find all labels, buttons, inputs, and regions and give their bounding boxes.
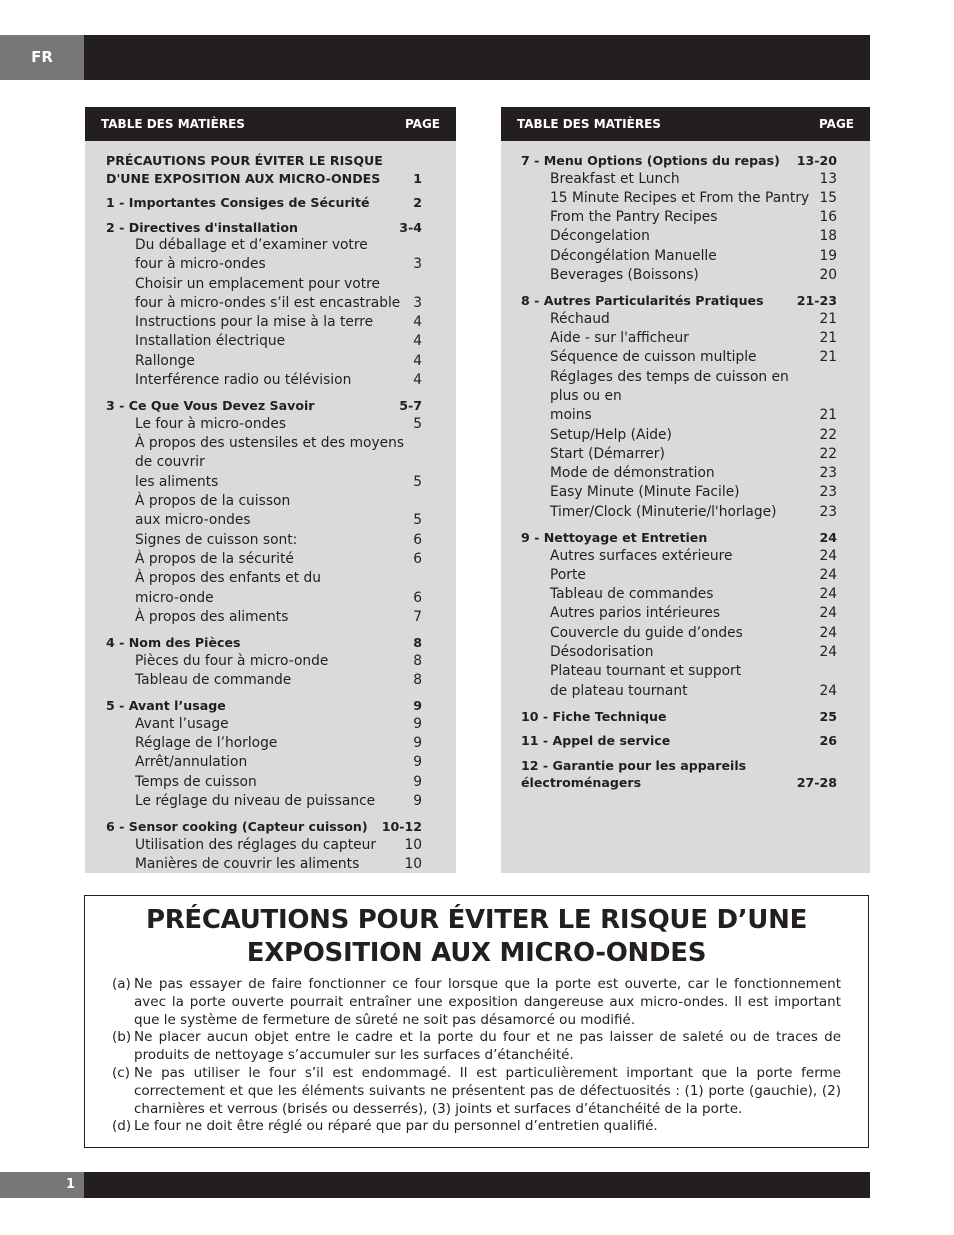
toc-entry <box>135 836 422 855</box>
warning-item-marker: (c) <box>112 1064 130 1081</box>
toc-entry <box>135 652 422 671</box>
toc-entry-title: Avant l’usage <box>135 715 229 732</box>
toc-entry <box>550 464 837 483</box>
toc-entry-title: Setup/Help (Aide) <box>550 426 672 443</box>
toc-entry <box>550 329 837 348</box>
toc-entry <box>550 348 837 367</box>
toc-entry <box>550 170 837 189</box>
toc-entry-page: 24 <box>819 586 837 603</box>
toc-entry <box>550 247 837 266</box>
toc-section <box>106 697 422 715</box>
toc-entry-page: 24 <box>819 644 837 661</box>
toc-panel-left <box>85 107 456 873</box>
toc-section <box>106 194 422 212</box>
toc-entry-page: 4 <box>413 333 422 350</box>
warning-item-text: Le four ne doit être réglé ou réparé que par du personnel d’entretien qualifié. <box>134 1118 658 1135</box>
toc-section-page: 21-23 <box>796 293 837 309</box>
toc-entry <box>550 483 837 502</box>
toc-entry-page: 19 <box>819 247 837 264</box>
toc-entry-page: 6 <box>413 550 422 567</box>
toc-entry <box>135 671 422 690</box>
toc-section-title: PRÉCAUTIONS POUR ÉVITER LE RISQUE D'UNE EXPOSITION AUX MICRO-ONDES <box>106 153 383 186</box>
toc-section-title: 1 - Importantes Consiges de Sécurité <box>106 195 370 210</box>
toc-section-title: 8 - Autres Particularités Pratiques <box>521 293 764 309</box>
toc-header-page: PAGE <box>818 117 854 131</box>
toc-entry-page: 9 <box>413 715 422 732</box>
toc-entry-title: Utilisation des réglages du capteur <box>135 836 377 853</box>
toc-entry <box>550 566 837 585</box>
toc-section <box>521 732 837 750</box>
toc-entry-title: Le four à micro-ondes <box>135 415 287 432</box>
toc-entry-title: À propos de la sécurité <box>135 550 294 567</box>
toc-entry <box>550 266 837 285</box>
toc-entry-page: 22 <box>819 445 837 462</box>
toc-entry-title: Réglage de l’horloge <box>135 735 278 752</box>
toc-entry <box>135 753 422 772</box>
toc-section-page: 26 <box>819 733 837 749</box>
warning-list <box>112 976 841 1136</box>
toc-entry-page: 5 <box>413 415 422 432</box>
toc-section-page: 10-12 <box>381 819 422 835</box>
toc-entry-title: Désodorisation <box>550 644 654 661</box>
toc-entry-title: Du déballage et d’examiner votre four à micro-ondes <box>135 237 368 273</box>
page-number: 1 <box>0 1172 84 1198</box>
toc-section <box>106 219 422 237</box>
toc-entry-title: 15 Minute Recipes et From the Pantry <box>550 189 810 206</box>
toc-section <box>106 634 422 652</box>
toc-entry-page: 7 <box>413 608 422 625</box>
toc-entry-title: Rallonge <box>135 352 195 369</box>
toc-entry-title: À propos des ustensiles et des moyens de couvrir les aliments <box>135 435 405 490</box>
toc-section-title: 5 - Avant l’usage <box>106 698 226 714</box>
toc-entry <box>550 547 837 566</box>
toc-entry-page: 9 <box>413 773 422 790</box>
toc-section-title: 2 - Directives d'installation <box>106 219 298 235</box>
toc-entry-page: 22 <box>819 426 837 443</box>
toc-entry-page: 18 <box>819 228 837 245</box>
warning-item-marker: (d) <box>112 1118 132 1135</box>
toc-entry-page: 23 <box>819 503 837 520</box>
toc-section-title: 3 - Ce Que Vous Devez Savoir <box>106 398 315 414</box>
toc-section-page: 2 <box>413 195 422 210</box>
warning-title: PRÉCAUTIONS POUR ÉVITER LE RISQUE D’UNE EXPOSITION AUX MICRO-ONDES <box>145 905 808 968</box>
toc-entry <box>135 855 422 874</box>
toc-entry-page: 24 <box>819 547 837 564</box>
toc-entry-page: 8 <box>413 671 422 688</box>
toc-entry-page: 5 <box>413 512 422 529</box>
toc-body <box>501 141 870 792</box>
toc-entry-title: Décongélation Manuelle <box>550 247 717 264</box>
toc-entry-title: Arrêt/annulation <box>135 754 248 771</box>
toc-entry-page: 6 <box>413 531 422 548</box>
toc-entry <box>550 189 837 208</box>
toc-entry-title: Autres parios intérieures <box>550 605 721 622</box>
toc-entry-page: 3 <box>413 256 422 273</box>
toc-entry <box>135 715 422 734</box>
toc-entry <box>135 608 422 627</box>
footer-bar <box>0 1172 870 1198</box>
toc-entry-page: 9 <box>413 735 422 752</box>
toc-entry <box>550 208 837 227</box>
toc-entry <box>550 604 837 623</box>
toc-section-title: 12 - Garantie pour les appareils électroménagers <box>521 757 747 791</box>
warning-item <box>112 976 841 1029</box>
toc-section-page: 25 <box>819 708 837 724</box>
toc-entry-page: 4 <box>413 314 422 331</box>
header-bar <box>0 35 870 80</box>
toc-entry <box>135 792 422 811</box>
toc-entry-page: 13 <box>819 170 837 187</box>
toc-section-page: 13-20 <box>796 153 837 168</box>
toc-entry <box>135 415 422 434</box>
toc-entry-title: Temps de cuisson <box>135 773 257 790</box>
toc-entry-title: Le réglage du niveau de puissance <box>135 792 376 809</box>
toc-entry-page: 21 <box>819 330 837 347</box>
toc-entry <box>135 332 422 351</box>
toc-entry-title: Aide - sur l'afficheur <box>550 330 689 347</box>
toc-entry-page: 10 <box>404 856 422 873</box>
toc-entry <box>550 368 837 426</box>
toc-entry-page: 24 <box>819 682 837 699</box>
toc-entry-title: Réchaud <box>550 310 610 327</box>
warning-item-text: Ne placer aucun objet entre le cadre et la porte du four et ne pas laisser de saleté ou de traces de produits de nettoyage s’accumuler sur les surfaces d’étanchéité. <box>134 1029 841 1064</box>
toc-section-page: 9 <box>413 698 422 714</box>
toc-entry-title: Mode de démonstration <box>550 465 715 482</box>
toc-entry-page: 4 <box>413 352 422 369</box>
toc-section-title: 4 - Nom des Pièces <box>106 635 241 651</box>
toc-entry-page: 23 <box>819 465 837 482</box>
toc-entry-page: 15 <box>819 189 837 206</box>
toc-header-title: TABLE DES MATIÈRES <box>101 117 245 131</box>
toc-entry <box>135 371 422 390</box>
toc-entry-title: Décongelation <box>550 228 650 245</box>
toc-panel-right <box>501 107 870 873</box>
toc-entry-page: 21 <box>819 310 837 327</box>
toc-section <box>521 152 837 170</box>
toc-entry-page: 4 <box>413 372 422 389</box>
toc-section-page: 1 <box>413 170 422 186</box>
toc-entry-title: Séquence de cuisson multiple <box>550 349 757 366</box>
toc-section-page: 8 <box>413 635 422 651</box>
toc-entry-page: 24 <box>819 605 837 622</box>
toc-entry-page: 20 <box>819 266 837 283</box>
toc-entry-page: 6 <box>413 589 422 606</box>
toc-entry-title: À propos des aliments <box>135 608 289 625</box>
toc-entry <box>550 624 837 643</box>
toc-section <box>521 529 837 547</box>
toc-section-page: 3-4 <box>399 219 422 235</box>
toc-entry-title: Choisir un emplacement pour votre four à micro-ondes s’il est encastrable <box>135 275 401 311</box>
warning-item <box>112 1118 841 1136</box>
warning-box <box>84 895 869 1148</box>
toc-entry <box>135 531 422 550</box>
toc-entry-page: 3 <box>413 294 422 311</box>
toc-entry-title: Beverages (Boissons) <box>550 266 699 283</box>
toc-header <box>85 107 456 141</box>
toc-entry <box>135 434 422 492</box>
toc-section <box>106 152 422 187</box>
toc-entry-title: Tableau de commande <box>135 671 292 688</box>
toc-section-page: 24 <box>819 530 837 546</box>
toc-entry-title: Interférence radio ou télévision <box>135 372 352 389</box>
warning-item-marker: (b) <box>112 1029 132 1046</box>
warning-item-marker: (a) <box>112 976 131 992</box>
warning-item-text: Ne pas utiliser le four s’il est endommagé. Il est particulièrement important que la porte ferme correctement et que les éléments suivants ne présentent pas de défectuosités : (1) porte (gauchie), (2) charnières et verrous (brisés ou desserrés), (3) joints et surfaces d’étanchéité de la porte. <box>134 1064 841 1117</box>
toc-section-page: 5-7 <box>399 398 422 414</box>
toc-section-title: 9 - Nettoyage et Entretien <box>521 530 708 546</box>
toc-entry <box>135 352 422 371</box>
toc-entry-title: À propos des enfants et du micro-onde <box>135 570 322 606</box>
toc-section-page: 27-28 <box>796 775 837 791</box>
toc-entry-title: Manières de couvrir les aliments <box>135 856 360 873</box>
toc-entry <box>550 662 837 701</box>
toc-entry <box>550 445 837 464</box>
toc-entry-page: 21 <box>819 407 837 424</box>
toc-entry <box>135 275 422 314</box>
toc-entry <box>550 643 837 662</box>
toc-section <box>106 818 422 836</box>
toc-entry-page: 9 <box>413 792 422 809</box>
toc-header <box>501 107 870 141</box>
language-tab: FR <box>0 35 84 80</box>
toc-entry <box>550 227 837 246</box>
warning-item-text: Ne pas essayer de faire fonctionner ce four lorsque que la porte est ouverte, car le fonctionnement avec la porte ouverte pourrait entraîner une exposition dangereuse aux micro-ondes. Il est important que le système de fermeture de sûreté ne soit pas désamorcé ou modifié. <box>134 976 841 1028</box>
toc-entry-title: Easy Minute (Minute Facile) <box>550 484 740 501</box>
toc-header-page: PAGE <box>404 117 440 131</box>
toc-section <box>521 292 837 310</box>
toc-entry-title: Timer/Clock (Minuterie/l'horlage) <box>550 503 777 520</box>
toc-entry <box>550 585 837 604</box>
warning-item <box>112 1065 841 1118</box>
toc-entry-page: 8 <box>413 652 422 669</box>
toc-entry-title: À propos de la cuisson aux micro-ondes <box>135 493 291 529</box>
toc-entry-page: 21 <box>819 349 837 366</box>
toc-body <box>85 141 456 874</box>
toc-entry-page: 5 <box>413 473 422 490</box>
toc-entry <box>135 734 422 753</box>
toc-entry-page: 24 <box>819 566 837 583</box>
toc-entry-title: Tableau de commandes <box>550 586 714 603</box>
toc-entry-title: Plateau tournant et support de plateau tournant <box>550 663 742 699</box>
toc-entry-page: 10 <box>404 836 422 853</box>
toc-entry <box>135 313 422 332</box>
toc-entry-title: Couvercle du guide d’ondes <box>550 624 743 641</box>
toc-entry <box>135 569 422 608</box>
toc-entry <box>135 550 422 569</box>
toc-entry <box>550 310 837 329</box>
toc-section <box>521 757 837 792</box>
toc-entry <box>135 236 422 275</box>
toc-entry-title: Pièces du four à micro-onde <box>135 652 329 669</box>
toc-entry-title: Start (Démarrer) <box>550 445 665 462</box>
toc-entry-page: 23 <box>819 484 837 501</box>
toc-entry-title: Instructions pour la mise à la terre <box>135 314 374 331</box>
toc-entry <box>550 503 837 522</box>
toc-entry <box>135 492 422 531</box>
toc-entry-page: 9 <box>413 754 422 771</box>
toc-entry-page: 16 <box>819 209 837 226</box>
warning-item <box>112 1029 841 1065</box>
toc-entry-title: Installation électrique <box>135 333 286 350</box>
toc-entry-page: 24 <box>819 624 837 641</box>
toc-entry-title: Porte <box>550 566 586 583</box>
toc-entry-title: Autres surfaces extérieure <box>550 547 733 564</box>
toc-entry-title: Breakfast et Lunch <box>550 170 680 187</box>
toc-section-title: 7 - Menu Options (Options du repas) <box>521 153 780 168</box>
toc-entry <box>550 426 837 445</box>
toc-entry-title: Signes de cuisson sont: <box>135 531 298 548</box>
toc-entry-title: From the Pantry Recipes <box>550 209 718 226</box>
toc-header-title: TABLE DES MATIÈRES <box>517 117 661 131</box>
toc-section <box>106 397 422 415</box>
toc-section-title: 10 - Fiche Technique <box>521 708 667 724</box>
toc-section-title: 11 - Appel de service <box>521 733 671 749</box>
toc-section-title: 6 - Sensor cooking (Capteur cuisson) <box>106 819 368 835</box>
toc-entry-title: Réglages des temps de cuisson en plus ou en moins <box>550 368 789 424</box>
toc-entry <box>135 773 422 792</box>
toc-section <box>521 708 837 726</box>
